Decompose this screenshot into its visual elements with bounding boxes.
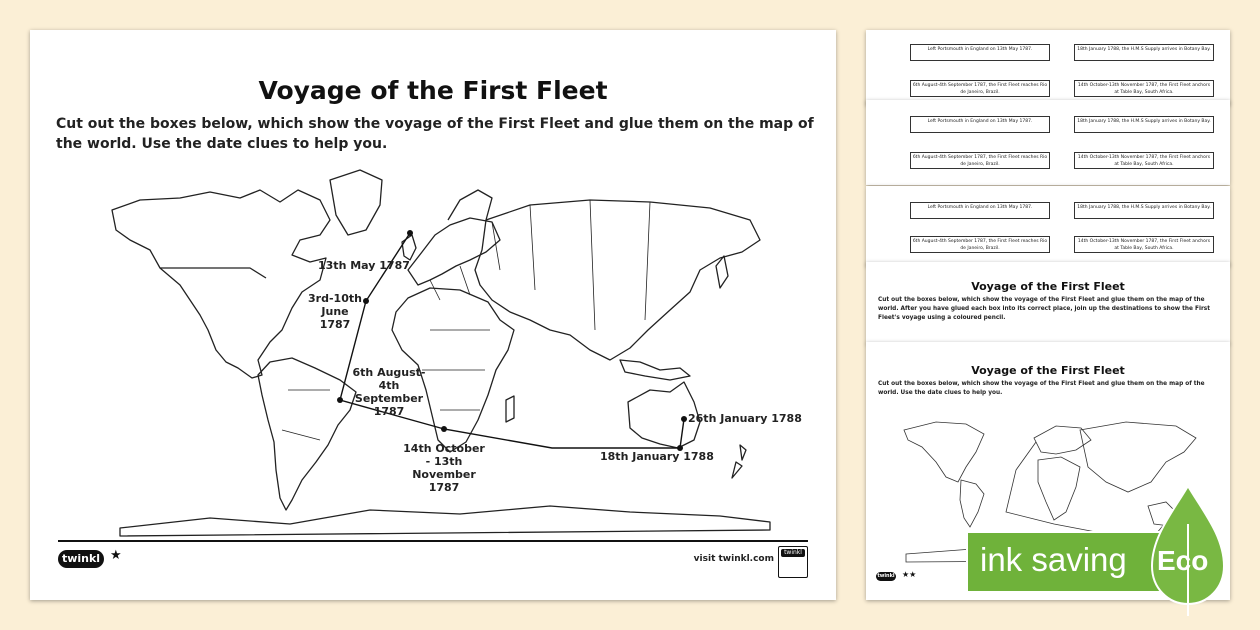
uk-outline — [402, 235, 416, 260]
madagascar-outline — [506, 396, 514, 422]
eco-label: Eco — [1157, 545, 1209, 576]
label-26-january-1788: 26th January 1788 — [688, 412, 802, 425]
greenland-outline — [330, 170, 382, 235]
route-point-portsmouth — [407, 230, 413, 236]
card-rio-de-janeiro: 6th August-4th September 1787, the First Fleet reaches Rio de Janeiro, Brazil. — [910, 236, 1050, 253]
twinkl-logo: twinkl — [877, 573, 895, 579]
instructions: Cut out the boxes below, which show the voyage of the First Fleet and glue them on the map of the world. Use the date clues to help you. — [878, 381, 1205, 396]
twinkl-logo: twinkl — [58, 550, 104, 568]
footer-divider — [58, 540, 808, 542]
route-point-rio — [337, 397, 343, 403]
card-supply-botany-bay: 18th January 1788, the H.M.S Supply arrives in Botany Bay. — [1074, 116, 1214, 133]
label-august-september-1787: 6th August- 4th September 1787 — [352, 366, 426, 418]
card-table-bay: 14th October-13th November 1787, the First Fleet anchors at Table Bay, South Africa. — [1074, 236, 1214, 253]
preview-page-3 — [866, 186, 1230, 266]
europe-outline — [408, 218, 500, 285]
label-18-january-1788: 18th January 1788 — [600, 450, 714, 463]
card-rio-de-janeiro: 6th August-4th September 1787, the First Fleet reaches Rio de Janeiro, Brazil. — [910, 80, 1050, 97]
route-point-table-bay — [441, 426, 447, 432]
label-october-november-1787: 14th October - 13th November 1787 — [403, 442, 485, 494]
new-zealand-outline — [732, 445, 746, 478]
card-supply-botany-bay: 18th January 1788, the H.M.S Supply arrives in Botany Bay. — [1074, 44, 1214, 61]
preview-page-2 — [866, 100, 1230, 185]
star-icon: ★ — [110, 548, 122, 563]
scandinavia-outline — [448, 190, 492, 220]
card-table-bay: 14th October-13th November 1787, the First Fleet anchors at Table Bay, South Africa. — [1074, 80, 1214, 97]
card-left-portsmouth: Left Portsmouth in England on 13th May 1787. — [910, 202, 1050, 219]
south-america-outline — [258, 358, 356, 510]
quality-badge: twinkl — [778, 546, 808, 578]
ink-saving-label: ink saving — [980, 541, 1127, 578]
route-point-botany-bay-26 — [681, 416, 687, 422]
antarctica-outline — [120, 506, 770, 536]
asia-outline — [475, 200, 760, 360]
label-june-1787: 3rd-10th June 1787 — [308, 292, 362, 331]
card-table-bay: 14th October-13th November 1787, the First Fleet anchors at Table Bay, South Africa. — [1074, 152, 1214, 169]
star-icon: ★★ — [902, 570, 917, 579]
preview-page-4 — [866, 262, 1230, 344]
north-america-outline — [112, 190, 330, 378]
instructions: Cut out the boxes below, which show the voyage of the First Fleet and glue them on the map of the world. Use the date clues to help you. — [56, 116, 814, 152]
page-title: Voyage of the First Fleet — [971, 364, 1125, 377]
card-supply-botany-bay: 18th January 1788, the H.M.S Supply arrives in Botany Bay. — [1074, 202, 1214, 219]
main-worksheet — [30, 30, 836, 600]
japan-outline — [716, 256, 728, 288]
border-line — [160, 268, 266, 278]
instructions: Cut out the boxes below, which show the voyage of the First Fleet and glue them on the map of the world. After you have glued each box into its correct place, join up the destinations to show the First Fleet's voyage using a coloured pencil. — [878, 297, 1211, 321]
card-left-portsmouth: Left Portsmouth in England on 13th May 1787. — [910, 116, 1050, 133]
visit-link: visit twinkl.com — [693, 554, 774, 564]
page-title: Voyage of the First Fleet — [971, 280, 1125, 293]
card-rio-de-janeiro: 6th August-4th September 1787, the First Fleet reaches Rio de Janeiro, Brazil. — [910, 152, 1050, 169]
preview-page-1 — [866, 30, 1230, 105]
indonesia-outline — [620, 360, 690, 380]
page-title: Voyage of the First Fleet — [258, 76, 608, 105]
card-left-portsmouth: Left Portsmouth in England on 13th May 1787. — [910, 44, 1050, 61]
label-13-may-1787: 13th May 1787 — [318, 259, 410, 272]
